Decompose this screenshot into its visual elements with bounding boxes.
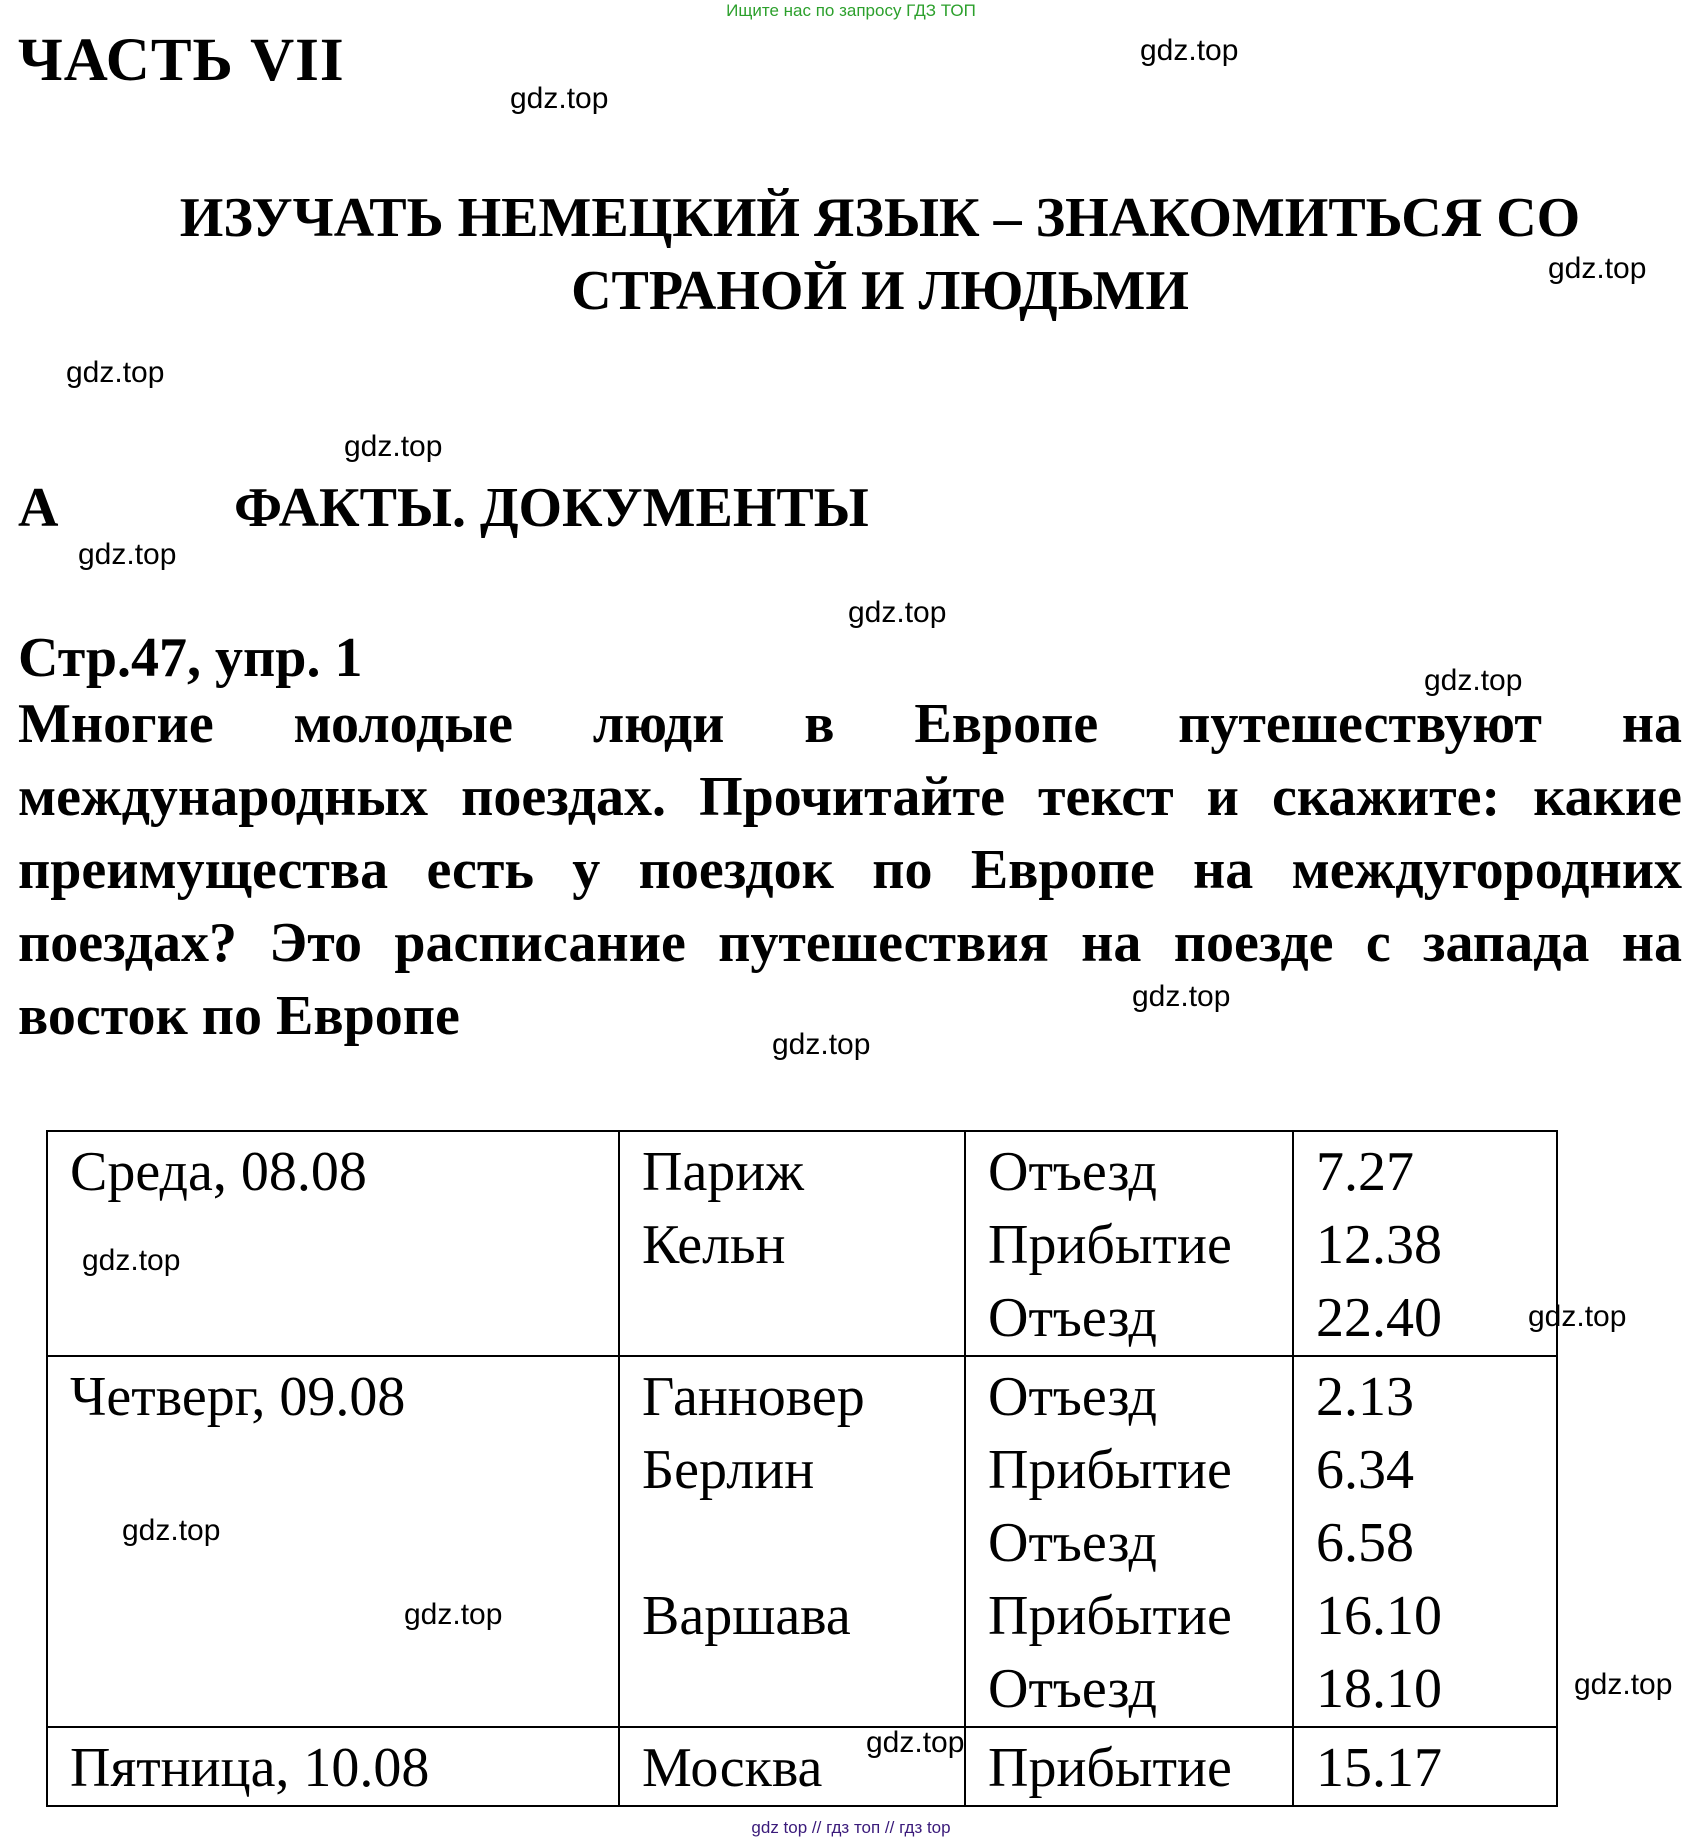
watermark: gdz.top xyxy=(1132,980,1231,1013)
city-name xyxy=(642,1507,964,1580)
city-name: Париж xyxy=(642,1141,804,1203)
watermark: gdz.top xyxy=(1574,1668,1673,1701)
table-row xyxy=(47,1727,1557,1806)
watermark: gdz.top xyxy=(404,1598,503,1631)
event-type: Прибытие xyxy=(988,1585,1232,1647)
city-name xyxy=(642,1282,964,1355)
schedule-table xyxy=(46,1130,1558,1807)
day-label: Пятница, 10.08 xyxy=(70,1737,430,1799)
event-type: Прибытие xyxy=(988,1737,1232,1799)
day-label: Четверг, 09.08 xyxy=(70,1366,406,1428)
event-time: 6.34 xyxy=(1316,1439,1414,1501)
part-title: ЧАСТЬ VII xyxy=(18,27,345,94)
event-type: Отъезд xyxy=(988,1366,1158,1428)
event-time: 7.27 xyxy=(1316,1141,1414,1203)
event-time: 15.17 xyxy=(1316,1737,1442,1799)
time-cell xyxy=(1293,1356,1557,1727)
city-name: Ганновер xyxy=(642,1366,865,1428)
event-cell xyxy=(965,1727,1293,1806)
city-name: Берлин xyxy=(642,1439,815,1501)
footer: gdz top // гдз топ // гдз top xyxy=(751,1818,951,1837)
event-time: 12.38 xyxy=(1316,1214,1442,1276)
watermark: gdz.top xyxy=(1548,252,1647,285)
event-time: 16.10 xyxy=(1316,1585,1442,1647)
watermark: gdz.top xyxy=(1140,34,1239,67)
event-type: Отъезд xyxy=(988,1512,1158,1574)
city-cell xyxy=(619,1356,965,1727)
time-cell xyxy=(1293,1131,1557,1356)
event-time: 2.13 xyxy=(1316,1366,1414,1428)
watermark: gdz.top xyxy=(1528,1300,1627,1333)
event-type: Отъезд xyxy=(988,1141,1158,1203)
event-type: Прибытие xyxy=(988,1439,1232,1501)
event-cell xyxy=(965,1356,1293,1727)
table-row xyxy=(47,1131,1557,1356)
main-title: ИЗУЧАТЬ НЕМЕЦКИЙ ЯЗЫК – ЗНАКОМИТЬСЯ СО СТРАНОЙ И ЛЮДЬМИ xyxy=(179,187,1581,322)
section-title: ФАКТЫ. ДОКУМЕНТЫ xyxy=(234,477,869,539)
city-name xyxy=(642,1653,964,1726)
event-time: 22.40 xyxy=(1316,1287,1442,1349)
event-time: 6.58 xyxy=(1316,1512,1414,1574)
watermark: gdz.top xyxy=(848,596,947,629)
event-type: Прибытие xyxy=(988,1214,1232,1276)
city-name: Кельн xyxy=(642,1214,786,1276)
table-row xyxy=(47,1356,1557,1727)
event-cell xyxy=(965,1131,1293,1356)
watermark: gdz.top xyxy=(1424,664,1523,697)
watermark: gdz.top xyxy=(122,1514,221,1547)
day-cell xyxy=(47,1727,619,1806)
event-time: 18.10 xyxy=(1316,1658,1442,1720)
section-letter: А xyxy=(18,477,59,539)
watermark: gdz.top xyxy=(344,430,443,463)
watermark: gdz.top xyxy=(772,1028,871,1061)
watermark: gdz.top xyxy=(66,356,165,389)
day-label: Среда, 08.08 xyxy=(70,1141,367,1203)
watermark: gdz.top xyxy=(82,1244,181,1277)
watermark: gdz.top xyxy=(866,1726,965,1759)
watermark: gdz.top xyxy=(78,538,177,571)
time-cell xyxy=(1293,1727,1557,1806)
city-cell xyxy=(619,1131,965,1356)
exercise-text: Многие молодые люди в Европе путешествуют на международных поездах. Прочитайте текст и скажите: какие преимущества есть у поездок по Европе на междугородних поездах? Это расписание путешествия на поезде с запада на восток по Европе xyxy=(18,693,1682,1047)
watermark: gdz.top xyxy=(510,82,609,115)
city-name: Москва xyxy=(642,1737,823,1799)
top-banner: Ищите нас по запросу ГДЗ ТОП xyxy=(726,1,976,20)
event-type: Отъезд xyxy=(988,1658,1158,1720)
city-name: Варшава xyxy=(642,1585,851,1647)
exercise-heading: Стр.47, упр. 1 xyxy=(18,627,363,689)
event-type: Отъезд xyxy=(988,1287,1158,1349)
